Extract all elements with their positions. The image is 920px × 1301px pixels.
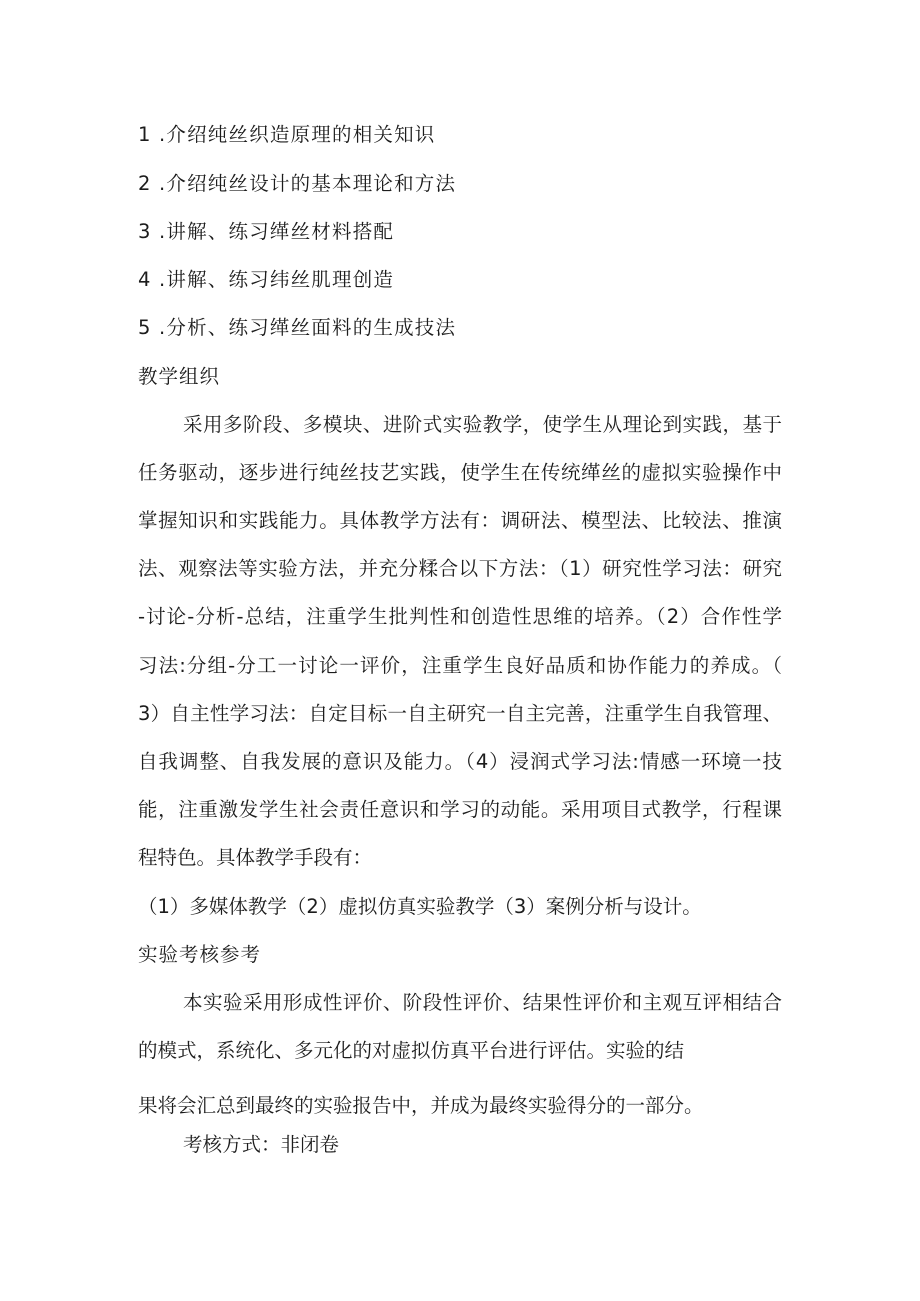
list-item: 2 .介绍纯丝设计的基本理论和方法 [138,172,457,195]
assessment-method: 考核方式：非闭卷 [183,1133,340,1156]
list-item: 1 .介绍纯丝织造原理的相关知识 [138,123,436,146]
paragraph-line: -讨论-分析-总结，注重学生批判性和创造性思维的培养。（2）合作性学 [138,605,782,628]
list-item: 5 .分析、练习缂丝面料的生成技法 [138,316,457,339]
paragraph-line: 能，注重激发学生社会责任意识和学习的动能。采用项目式教学，行程课 [138,798,782,821]
paragraph-line: 3）自主性学习法：自定目标一自主研究一自主完善，注重学生自我管理、 [138,702,782,725]
paragraph-line: 程特色。具体教学手段有： [138,846,373,869]
section-heading-teaching-org: 教学组织 [138,365,221,388]
paragraph-line: 掌握知识和实践能力。具体教学方法有：调研法、模型法、比较法、推演 [138,509,782,532]
teaching-means-line: （1）多媒体教学（2）虚拟仿真实验教学（3）案例分析与设计。 [138,895,702,918]
paragraph-line: 果将会汇总到最终的实验报告中，并成为最终实验得分的一部分。 [138,1094,704,1117]
paragraph-line: 法、观察法等实验方法，并充分糅合以下方法：（1）研究性学习法：研究 [138,557,782,580]
list-item: 4 .讲解、练习纬丝肌理创造 [138,268,395,291]
section-heading-assessment: 实验考核参考 [138,943,262,966]
paragraph-line: 本实验采用形成性评价、阶段性评价、结果性评价和主观互评相结合 [183,991,782,1014]
paragraph-line: 采用多阶段、多模块、进阶式实验教学，使学生从理论到实践，基于 [183,413,782,436]
paragraph-line: 的模式，系统化、多元化的对虚拟仿真平台进行评估。实验的结 [138,1039,685,1062]
list-item: 3 .讲解、练习缂丝材料搭配 [138,220,395,243]
paragraph-line: 习法:分组-分工一讨论一评价，注重学生良好品质和协作能力的养成。（ [138,654,782,677]
paragraph-line: 任务驱动，逐步进行纯丝技艺实践，使学生在传统缂丝的虚拟实验操作中 [138,461,782,484]
paragraph-line: 自我调整、自我发展的意识及能力。（4）浸润式学习法:情感一环境一技 [138,750,782,773]
